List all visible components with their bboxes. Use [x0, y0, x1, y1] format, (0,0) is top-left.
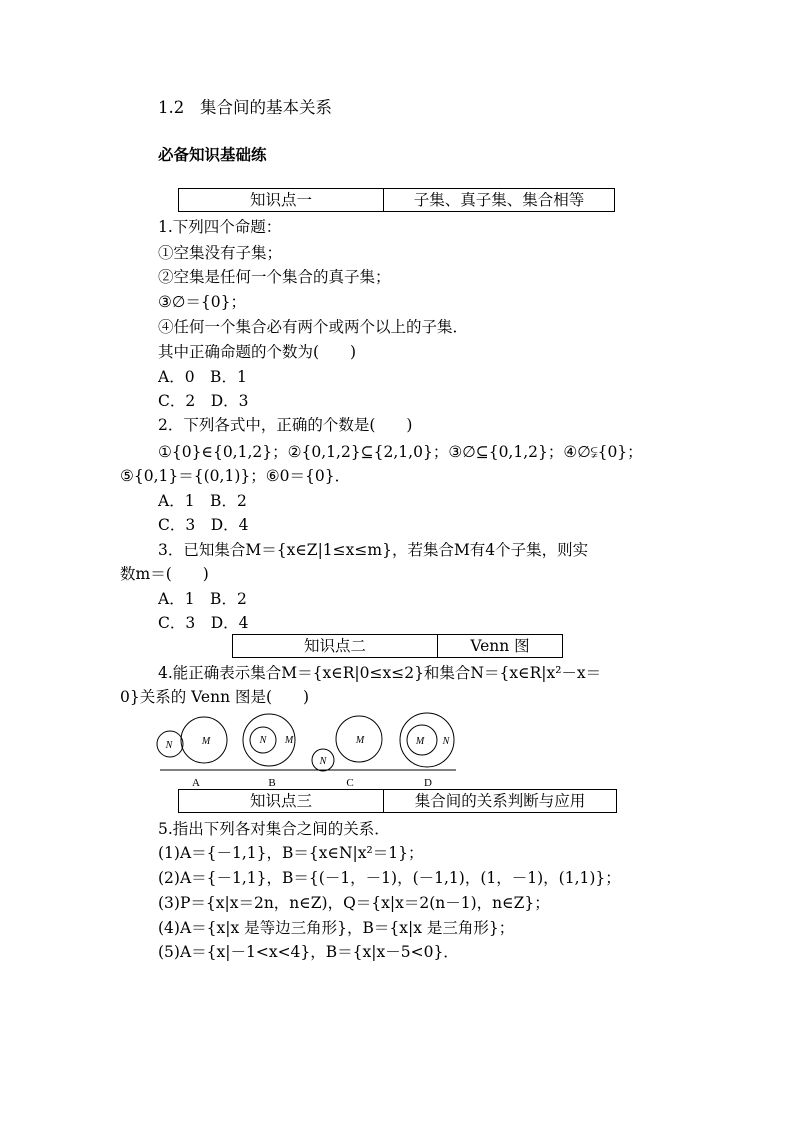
q2-options-cd: C．3 D．4 — [158, 516, 249, 534]
q1-question: 其中正确命题的个数为( ) — [158, 343, 357, 361]
q1-options-ab: A．0 B．1 — [158, 368, 247, 386]
q4-stem-cont: 0}关系的 Venn 图是( ) — [120, 688, 310, 706]
q5-item-4: (4)A＝{x|x 是等边三角形}，B＝{x|x 是三角形}； — [158, 919, 515, 937]
knowledge-point-3-table — [178, 789, 617, 813]
kp2-label: 知识点二 — [233, 635, 438, 658]
heading — [158, 98, 332, 118]
venn-d-label-n: N — [442, 736, 450, 747]
q2-items-2: ⑤{0,1}＝{(0,1)}；⑥0＝{0}． — [120, 467, 351, 485]
q1-prop-2: ②空集是任何一个集合的真子集； — [158, 268, 391, 286]
q1-prop-3: ③∅＝{0}； — [158, 293, 246, 311]
q2-options-ab: A．1 B．2 — [158, 492, 247, 510]
kp3-topic: 集合间的关系判断与应用 — [384, 790, 617, 813]
q5-item-5: (5)A＝{x|－1<x<4}，B＝{x|x－5<0}． — [158, 943, 459, 961]
venn-a-label-m: M — [201, 736, 211, 747]
venn-option-c: C — [346, 777, 354, 789]
q2-items-1: ①{0}∈{0,1,2}；②{0,1,2}⊆{2,1,0}；③∅⊆{0,1,2}；④∅⫋{0}； — [158, 443, 643, 461]
q5-item-3: (3)P＝{x|x＝2n，n∈Z)，Q＝{x|x＝2(n－1)，n∈Z}； — [158, 894, 550, 912]
q4-stem: 4.能正确表示集合M＝{x∈R|0≤x≤2}和集合N＝{x∈R|x²－x＝ — [158, 664, 602, 682]
venn-b-label-m: M — [284, 735, 294, 746]
q3-stem: 3．已知集合M＝{x∈Z|1≤x≤m}，若集合M有4个子集，则实 — [158, 541, 589, 559]
venn-b-label-n: N — [259, 735, 267, 746]
kp3-label: 知识点三 — [179, 790, 384, 813]
kp1-topic: 子集、真子集、集合相等 — [384, 189, 615, 212]
knowledge-point-2-table — [232, 634, 563, 658]
heading-title: 集合间的基本关系 — [200, 98, 332, 117]
knowledge-point-1-table — [178, 188, 615, 212]
q1-options-cd: C．2 D．3 — [158, 392, 249, 410]
venn-c-label-m: M — [355, 735, 365, 746]
heading-number: 1.2 — [158, 98, 185, 117]
venn-c-label-n: N — [319, 756, 327, 767]
q1-prop-1: ①空集没有子集； — [158, 244, 283, 262]
kp2-topic: Venn 图 — [438, 635, 563, 658]
q5-stem: 5.指出下列各对集合之间的关系． — [158, 820, 390, 838]
venn-diagrams — [156, 706, 476, 790]
q3-options-cd: C．3 D．4 — [158, 614, 249, 632]
q3-options-ab: A．1 B．2 — [158, 590, 247, 608]
q5-item-1: (1)A＝{－1,1}，B＝{x∈N|x²＝1}； — [158, 844, 424, 862]
q2-stem: 2．下列各式中，正确的个数是( ) — [158, 416, 413, 434]
q1-stem: 1.下列四个命题： — [158, 218, 282, 236]
venn-option-b: B — [268, 777, 276, 789]
q5-item-2: (2)A＝{－1,1}，B＝{(－1，－1)，(－1,1)，(1，－1)，(1,1)}； — [158, 869, 621, 887]
q1-prop-4: ④任何一个集合必有两个或两个以上的子集． — [158, 318, 469, 336]
venn-a-label-n: N — [165, 740, 173, 751]
venn-d-label-m: M — [415, 736, 425, 747]
venn-option-d: D — [424, 777, 432, 789]
q3-stem-cont: 数m＝( ) — [120, 565, 209, 583]
venn-option-a: A — [192, 777, 200, 789]
section-title: 必备知识基础练 — [158, 145, 267, 164]
kp1-label: 知识点一 — [179, 189, 384, 212]
